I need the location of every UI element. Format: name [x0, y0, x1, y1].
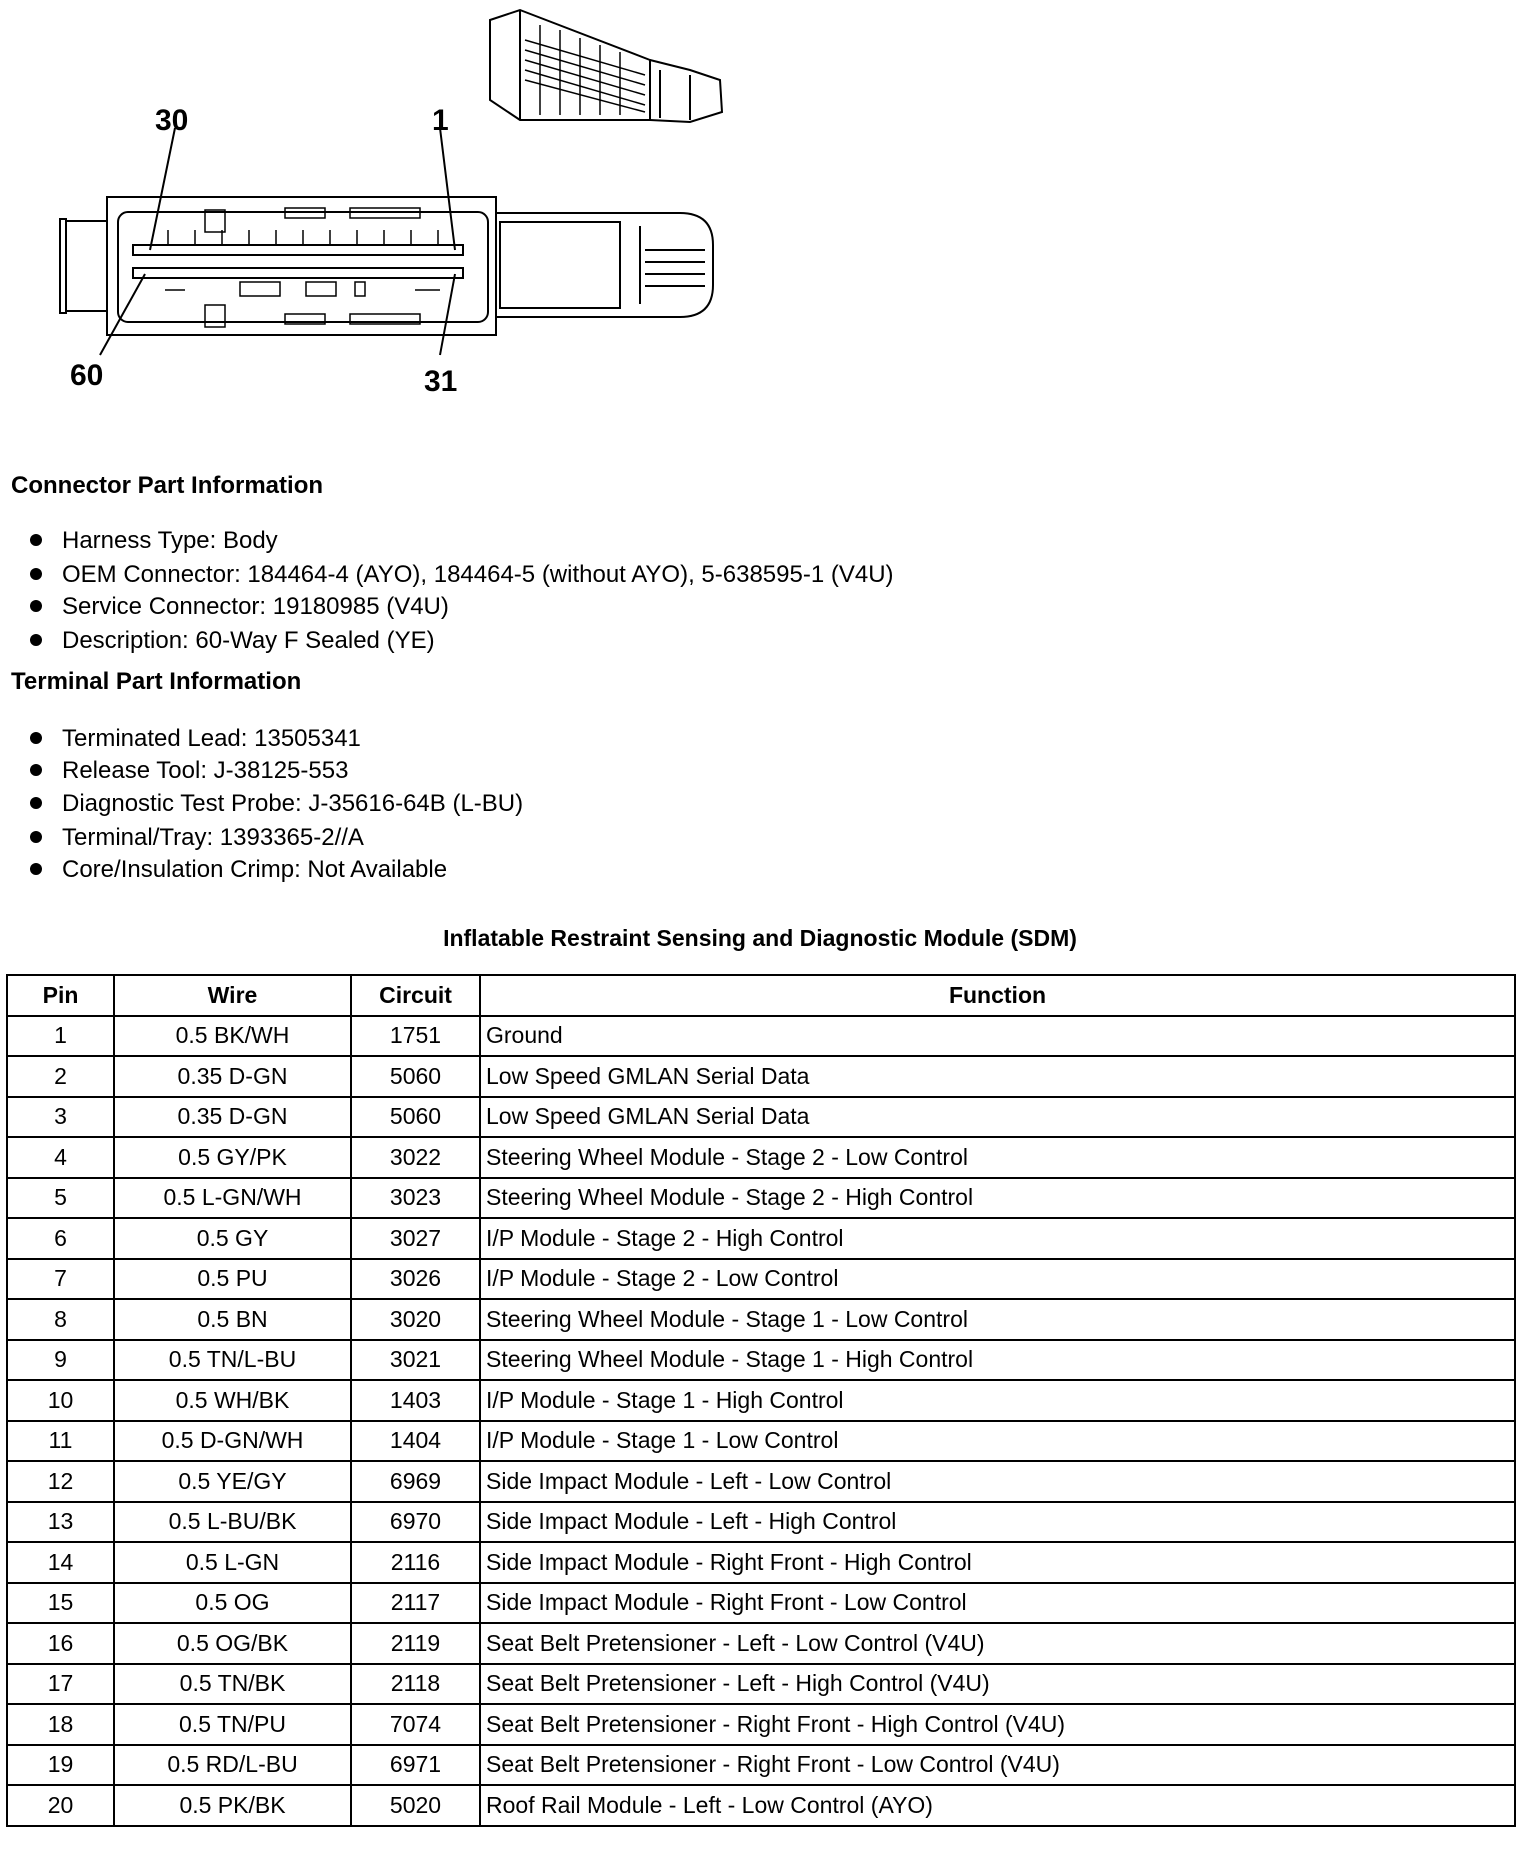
cell-pin: 20 — [7, 1785, 114, 1826]
cell-circuit: 3026 — [351, 1259, 480, 1300]
cell-circuit: 1751 — [351, 1016, 480, 1057]
cell-pin: 3 — [7, 1097, 114, 1138]
cell-wire: 0.5 PK/BK — [114, 1785, 351, 1826]
table-row — [7, 1583, 1515, 1624]
cell-pin: 17 — [7, 1664, 114, 1705]
cell-wire: 0.5 WH/BK — [114, 1380, 351, 1421]
cell-function: Ground — [480, 1016, 1515, 1057]
table-title: Inflatable Restraint Sensing and Diagnostic Module (SDM) — [443, 925, 1077, 951]
cell-wire: 0.5 YE/GY — [114, 1461, 351, 1502]
cell-circuit: 5060 — [351, 1056, 480, 1097]
table-row — [7, 1542, 1515, 1583]
cell-pin: 6 — [7, 1218, 114, 1259]
table-row — [7, 1623, 1515, 1664]
cell-pin: 13 — [7, 1502, 114, 1543]
cell-wire: 0.5 BK/WH — [114, 1016, 351, 1057]
cell-pin: 2 — [7, 1056, 114, 1097]
cell-wire: 0.35 D-GN — [114, 1056, 351, 1097]
cell-wire: 0.5 L-GN/WH — [114, 1178, 351, 1219]
table-row — [7, 1097, 1515, 1138]
cell-function: Low Speed GMLAN Serial Data — [480, 1097, 1515, 1138]
cell-wire: 0.5 OG/BK — [114, 1623, 351, 1664]
cell-circuit: 6969 — [351, 1461, 480, 1502]
cell-circuit: 6971 — [351, 1745, 480, 1786]
cell-circuit: 3021 — [351, 1340, 480, 1381]
cell-pin: 12 — [7, 1461, 114, 1502]
cell-function: I/P Module - Stage 1 - High Control — [480, 1380, 1515, 1421]
table-row — [7, 1137, 1515, 1178]
table-row — [7, 1340, 1515, 1381]
terminal-info-item: Core/Insulation Crimp: Not Available — [30, 856, 447, 884]
cell-function: Seat Belt Pretensioner - Left - Low Control (V4U) — [480, 1623, 1515, 1664]
cell-pin: 4 — [7, 1137, 114, 1178]
cell-circuit: 6970 — [351, 1502, 480, 1543]
cell-circuit: 1404 — [351, 1421, 480, 1462]
cell-circuit: 3022 — [351, 1137, 480, 1178]
cell-wire: 0.5 GY — [114, 1218, 351, 1259]
cell-function: Steering Wheel Module - Stage 1 - Low Control — [480, 1299, 1515, 1340]
cell-pin: 11 — [7, 1421, 114, 1462]
connector-info-heading: Connector Part Information — [11, 472, 324, 499]
cell-function: Seat Belt Pretensioner - Right Front - High Control (V4U) — [480, 1704, 1515, 1745]
cell-wire: 0.5 PU — [114, 1259, 351, 1300]
cell-pin: 1 — [7, 1016, 114, 1057]
cell-pin: 10 — [7, 1380, 114, 1421]
table-row — [7, 1016, 1515, 1057]
table-row — [7, 1664, 1515, 1705]
connector-info-item: Service Connector: 19180985 (V4U) — [30, 593, 449, 621]
cell-circuit: 2117 — [351, 1583, 480, 1624]
table-header-row — [7, 975, 1515, 1016]
cell-wire: 0.5 D-GN/WH — [114, 1421, 351, 1462]
cell-wire: 0.5 GY/PK — [114, 1137, 351, 1178]
pin-label-60: 60 — [70, 359, 104, 392]
cell-pin: 7 — [7, 1259, 114, 1300]
cell-function: Steering Wheel Module - Stage 2 - High Control — [480, 1178, 1515, 1219]
cell-wire: 0.35 D-GN — [114, 1097, 351, 1138]
cell-function: Low Speed GMLAN Serial Data — [480, 1056, 1515, 1097]
cell-function: Side Impact Module - Right Front - Low Control — [480, 1583, 1515, 1624]
cell-function: I/P Module - Stage 2 - Low Control — [480, 1259, 1515, 1300]
pinout-table — [6, 974, 1516, 1827]
cell-function: Side Impact Module - Right Front - High Control — [480, 1542, 1515, 1583]
cell-wire: 0.5 L-GN — [114, 1542, 351, 1583]
cell-circuit: 2116 — [351, 1542, 480, 1583]
connector-info-item: Harness Type: Body — [30, 527, 278, 555]
connector-diagram — [0, 0, 760, 400]
cell-wire: 0.5 BN — [114, 1299, 351, 1340]
cell-function: I/P Module - Stage 1 - Low Control — [480, 1421, 1515, 1462]
cell-function: Side Impact Module - Left - Low Control — [480, 1461, 1515, 1502]
cell-circuit: 7074 — [351, 1704, 480, 1745]
pin-label-30: 30 — [155, 104, 189, 137]
cell-wire: 0.5 TN/BK — [114, 1664, 351, 1705]
cell-function: Steering Wheel Module - Stage 2 - Low Control — [480, 1137, 1515, 1178]
terminal-info-item: Terminal/Tray: 1393365-2//A — [30, 824, 364, 852]
cell-wire: 0.5 RD/L-BU — [114, 1745, 351, 1786]
table-row — [7, 1299, 1515, 1340]
cell-wire: 0.5 TN/L-BU — [114, 1340, 351, 1381]
table-row — [7, 1745, 1515, 1786]
cell-pin: 18 — [7, 1704, 114, 1745]
header-wire: Wire — [114, 975, 351, 1016]
cell-pin: 15 — [7, 1583, 114, 1624]
table-row — [7, 1502, 1515, 1543]
cell-function: Side Impact Module - Left - High Control — [480, 1502, 1515, 1543]
connector-info-item: Description: 60-Way F Sealed (YE) — [30, 627, 435, 655]
terminal-info-item: Diagnostic Test Probe: J-35616-64B (L-BU) — [30, 790, 523, 818]
terminal-info-item: Release Tool: J-38125-553 — [30, 757, 348, 785]
terminal-info-item: Terminated Lead: 13505341 — [30, 725, 361, 753]
cell-pin: 16 — [7, 1623, 114, 1664]
cell-function: Seat Belt Pretensioner - Right Front - Low Control (V4U) — [480, 1745, 1515, 1786]
cell-wire: 0.5 OG — [114, 1583, 351, 1624]
table-row — [7, 1178, 1515, 1219]
cell-circuit: 2118 — [351, 1664, 480, 1705]
cell-circuit: 3020 — [351, 1299, 480, 1340]
connector-isometric-view — [490, 10, 722, 122]
cell-pin: 9 — [7, 1340, 114, 1381]
table-row — [7, 1056, 1515, 1097]
header-pin: Pin — [7, 975, 114, 1016]
cell-circuit: 3027 — [351, 1218, 480, 1259]
pin-label-31: 31 — [424, 365, 458, 398]
cell-wire: 0.5 TN/PU — [114, 1704, 351, 1745]
cell-function: Roof Rail Module - Left - Low Control (AYO) — [480, 1785, 1515, 1826]
cell-circuit: 5020 — [351, 1785, 480, 1826]
connector-info-item: OEM Connector: 184464-4 (AYO), 184464-5 (without AYO), 5-638595-1 (V4U) — [30, 561, 894, 589]
header-circuit: Circuit — [351, 975, 480, 1016]
table-row — [7, 1380, 1515, 1421]
table-row — [7, 1259, 1515, 1300]
cell-pin: 14 — [7, 1542, 114, 1583]
table-row — [7, 1461, 1515, 1502]
table-row — [7, 1704, 1515, 1745]
cell-pin: 5 — [7, 1178, 114, 1219]
cell-pin: 19 — [7, 1745, 114, 1786]
connector-face-view — [60, 128, 713, 355]
table-row — [7, 1421, 1515, 1462]
cell-function: Seat Belt Pretensioner - Left - High Control (V4U) — [480, 1664, 1515, 1705]
cell-circuit: 1403 — [351, 1380, 480, 1421]
table-row — [7, 1785, 1515, 1826]
terminal-info-heading: Terminal Part Information — [11, 668, 302, 695]
cell-circuit: 5060 — [351, 1097, 480, 1138]
cell-circuit: 3023 — [351, 1178, 480, 1219]
cell-wire: 0.5 L-BU/BK — [114, 1502, 351, 1543]
table-row — [7, 1218, 1515, 1259]
cell-circuit: 2119 — [351, 1623, 480, 1664]
pin-label-1: 1 — [432, 104, 449, 137]
cell-function: I/P Module - Stage 2 - High Control — [480, 1218, 1515, 1259]
header-function: Function — [480, 975, 1515, 1016]
cell-function: Steering Wheel Module - Stage 1 - High Control — [480, 1340, 1515, 1381]
cell-pin: 8 — [7, 1299, 114, 1340]
